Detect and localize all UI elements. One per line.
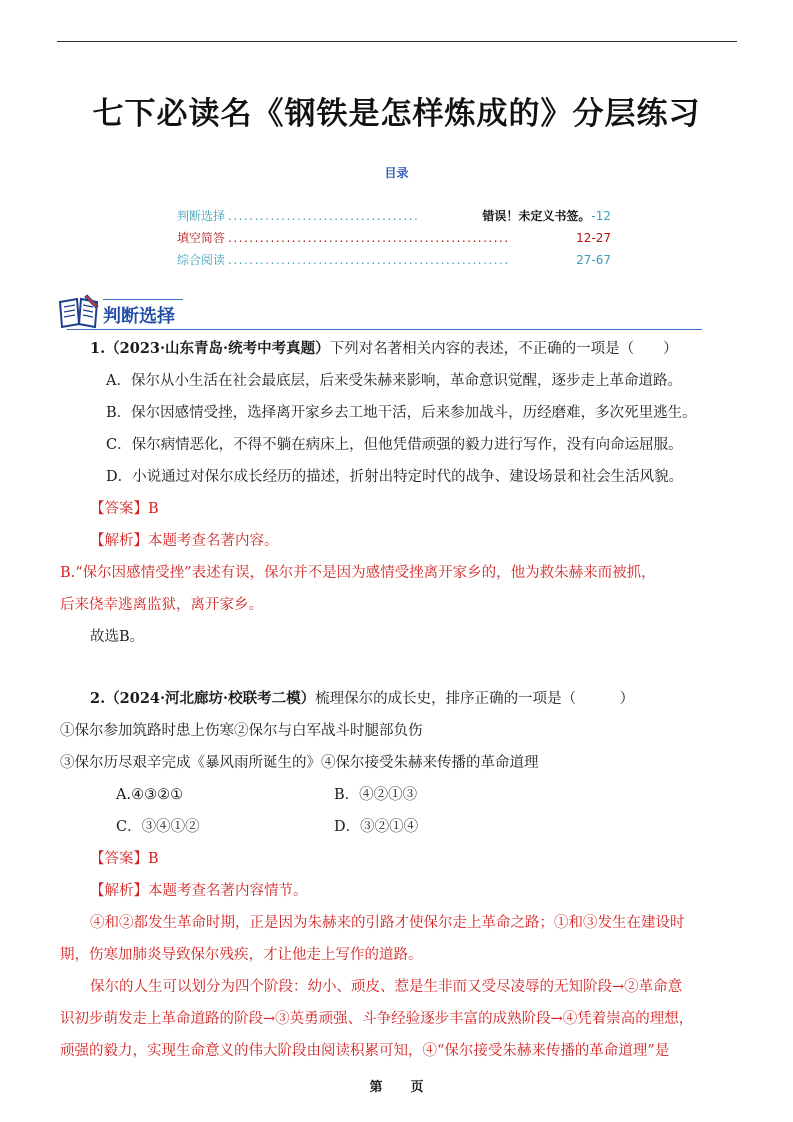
q1-source: 1.（2023·山东青岛·统考中考真题） — [90, 340, 330, 357]
toc-leader-dots: .................................... — [228, 209, 420, 223]
q2-analysis: 【解析】本题考查名著内容情节。 — [90, 883, 308, 899]
q1-question: 下列对名著相关内容的表述，不正确的一项是（ ） — [329, 341, 678, 357]
q1-option-a: A．保尔从小生活在社会最底层，后来受朱赫来影响，革命意识觉醒，逐步走上革命道路。 — [106, 373, 682, 389]
toc-item-pages: 27-67 — [576, 253, 611, 267]
q2-explanation-line: ④和②都发生革命时期，正是因为朱赫来的引路才使保尔走上革命之路；①和③发生在建设时 — [90, 915, 685, 931]
toc-item-reading[interactable] — [177, 251, 611, 269]
section-overline — [103, 299, 183, 300]
q1-analysis: 【解析】本题考查名著内容。 — [90, 533, 279, 549]
q2-option-a: A.④③②① — [116, 787, 184, 803]
toc-leader-dots: ..................................................... — [228, 253, 510, 267]
toc-item-judgement[interactable] — [177, 207, 611, 225]
q2-option-c: C．③④①② — [116, 819, 200, 835]
toc-item-label: 综合阅读 — [177, 253, 226, 267]
toc-heading[interactable]: 目录 — [384, 166, 409, 180]
q2-stem — [90, 688, 634, 710]
document-title: 七下必读名《钢铁是怎样炼成的》分层练习 — [92, 96, 701, 132]
toc-item-pages: -12 — [591, 209, 611, 223]
footer-suffix: 页 — [410, 1080, 424, 1095]
q2-explanation-line: 期，伤寒加肺炎导致保尔残疾，才让他走上写作的道路。 — [60, 947, 423, 963]
section-underline — [67, 329, 702, 330]
q1-option-b: B．保尔因感情受挫，选择离开家乡去工地干活，后来参加战斗，历经磨难，多次死里逃生。 — [106, 405, 697, 421]
q1-explanation-line: B.“保尔因感情受挫”表述有误，保尔并不是因为感情受挫离开家乡的，他为救朱赫来而被抓， — [60, 565, 656, 581]
q2-option-b: B．④②①③ — [334, 787, 418, 803]
q2-items-line: ①保尔参加筑路时患上伤寒②保尔与白军战斗时腿部负伤 — [60, 723, 423, 739]
toc-item-label: 填空简答 — [177, 231, 226, 245]
page-footer — [0, 1076, 793, 1095]
q1-option-c: C．保尔病情恶化，不得不躺在病床上，但他凭借顽强的毅力进行写作，没有向命运屈服。 — [106, 437, 683, 453]
section-heading — [57, 293, 702, 333]
q2-question: 梳理保尔的成长史，排序正确的一项是（ ） — [315, 691, 635, 707]
q2-source: 2.（2024·河北廊坊·校联考二模） — [90, 690, 316, 707]
q1-conclusion: 故选B。 — [90, 629, 145, 645]
toc-item-fill-in[interactable] — [177, 229, 611, 247]
q2-items-line: ③保尔历尽艰辛完成《暴风雨所诞生的》④保尔接受朱赫来传播的革命道理 — [60, 755, 539, 771]
section-title: 判断选择 — [103, 306, 175, 327]
book-icon — [57, 293, 101, 331]
toc-item-pages: 12-27 — [576, 231, 611, 245]
header-rule — [57, 41, 737, 42]
toc-item-label: 判断选择 — [177, 209, 226, 223]
q2-answer: 【答案】B — [90, 851, 159, 867]
q2-option-d: D．③②①④ — [334, 819, 419, 835]
toc-leader-dots: ..................................................... — [228, 231, 510, 245]
toc-bookmark-error: 错误！未定义书签。 — [482, 209, 591, 223]
q1-explanation-line: 后来侥幸逃离监狱，离开家乡。 — [60, 597, 263, 613]
footer-prefix: 第 — [369, 1080, 383, 1095]
q2-explanation-line: 识初步萌发走上革命道路的阶段→③英勇顽强、斗争经验逐步丰富的成熟阶段→④凭着崇高的理想， — [60, 1011, 694, 1027]
q1-stem — [90, 338, 678, 360]
q1-option-d: D．小说通过对保尔成长经历的描述，折射出特定时代的战争、建设场景和社会生活风貌。 — [106, 469, 684, 485]
q2-explanation-line: 顽强的毅力，实现生命意义的伟大阶段由阅读积累可知，④“保尔接受朱赫来传播的革命道理”是 — [60, 1043, 670, 1059]
q2-explanation-line: 保尔的人生可以划分为四个阶段：幼小、顽皮、惹是生非而又受尽凌辱的无知阶段→②革命意 — [90, 979, 683, 995]
q1-answer: 【答案】B — [90, 501, 159, 517]
